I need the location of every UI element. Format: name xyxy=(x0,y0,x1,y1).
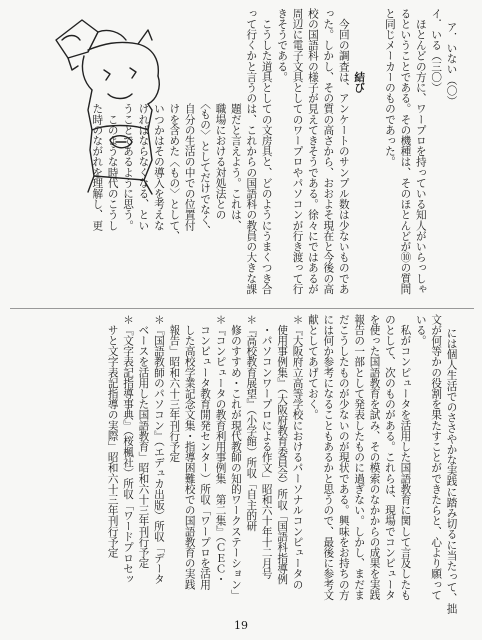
bottom-col: には何か参考になることもあるかと思うので、最後に参考文 xyxy=(322,314,335,601)
bottom-col: ・パソコンワープロによる作文」昭和六十年十二月号 xyxy=(260,314,273,579)
bottom-col: ベースを活用した国語教育」昭和六十三年刊行予定 xyxy=(137,314,150,569)
top-col: 自分の生活の中での位置付 xyxy=(183,8,196,231)
section-divider xyxy=(10,308,474,309)
bottom-col: 修のすすめ・これが現代教師の知的ワークステーション」 xyxy=(229,314,242,601)
top-col: ア．いない（〇） xyxy=(445,21,458,107)
reference-item: ＊『国語教師のパソコン』（エデュカ出版）所収「データ xyxy=(152,314,165,585)
top-col: 校の国語科の様子が見えてきそうである。徐々にではあるが xyxy=(306,8,319,295)
top-col: 今回の調査は、アンケートのサンプル数は少ないものであ xyxy=(337,8,350,295)
bottom-col: 報告」昭和六十三年刊行予定 xyxy=(168,314,181,463)
top-col: 職場における対処法との xyxy=(214,8,227,220)
bottom-col: いる。 xyxy=(414,314,427,346)
reference-item: ＊『大阪府立高等学校におけるパーソナルコンピュータの xyxy=(291,314,304,590)
bottom-col: 使用事例集』（大阪府教育委員会）所収「国語科指導例 xyxy=(276,314,289,585)
bottom-col: 文が何等かの役割を果たすことができたらと、心より願って xyxy=(430,314,443,601)
bottom-col: 報告の一部として発表したものに過ぎない。しかし、まだま xyxy=(353,314,366,601)
bottom-text-block xyxy=(14,314,474,614)
top-col: いつかはその導入を考えな xyxy=(152,8,165,231)
top-col: きそうである。 xyxy=(276,8,289,83)
bottom-col: には個人生活でのささやかな実践に踏み切るに当たって、拙 xyxy=(445,327,458,614)
top-col: 周辺に電子文具としてのワープロやパソコンが行き渡って行 xyxy=(291,8,304,295)
top-col: 題だと言えよう。これは、 xyxy=(229,8,242,231)
bottom-col: を使った国語教育を試み、その模索のなかからの成果を実践 xyxy=(368,314,381,601)
top-col: うことであるように思う。 xyxy=(122,8,135,231)
top-col: このような時代のこうし xyxy=(106,8,119,231)
top-col: た時のながれを理解し、更 xyxy=(91,8,104,231)
top-col: ければならなくなる、とい xyxy=(137,8,150,231)
page-number: 19 xyxy=(234,619,248,632)
top-col: イ．いる（三〇） xyxy=(430,8,443,93)
top-col: こうした道具としての文房具と、どのようにうまくつき合 xyxy=(260,8,273,295)
bottom-col: した高校学業記念文集・指導困難校での国語教育の実践 xyxy=(183,314,196,590)
bottom-col: のとして、次のものがある。これらは、現場でコンピュータ xyxy=(383,314,396,601)
top-col: と同じメーカーのものであった。 xyxy=(383,8,396,167)
top-col: ほとんどの方に、ワープロを持っている知人がいらっしゃ xyxy=(414,8,427,295)
illustration-drawing xyxy=(48,10,174,200)
reference-item: ＊『文字表記指導事典』（桜楓社）所収「ワードプロセッ xyxy=(122,314,135,585)
top-col: った。しかし、その質の高さから、おおよそ現在と今後の高 xyxy=(322,8,335,295)
top-col: けを含めた〈もの〉として、 xyxy=(168,8,181,242)
reference-item: ＊『コンピュータの教育利用事例集 第二集』（ＣＥＣ・ xyxy=(214,314,227,585)
section-heading: 結び xyxy=(353,8,366,93)
bottom-col: サと文字表記指導の実際」昭和六十三年刊行予定 xyxy=(106,314,119,558)
top-col: るということである。その機種は、そのほとんどが⑩の質問 xyxy=(399,8,412,295)
top-col: 〈もの〉としてだけでなく、 xyxy=(199,8,212,236)
top-col: って行くかと言うのは、これからの国語科の教員の大きな課 xyxy=(245,8,258,295)
bottom-col: だこうしたものが少ないのが現状である。興味をお持ちの方 xyxy=(337,314,350,601)
reference-item: ＊『高校教育展望』（小学館）所収「自主的研 xyxy=(245,314,258,532)
bottom-col: コンピュータ教育開発センター）所収「ワープロを活用 xyxy=(199,314,212,590)
bottom-col: 献としてあげておく。 xyxy=(306,314,319,420)
bottom-col: 私がコンピュータを活用した国語教育に関して言及したも xyxy=(399,314,412,601)
